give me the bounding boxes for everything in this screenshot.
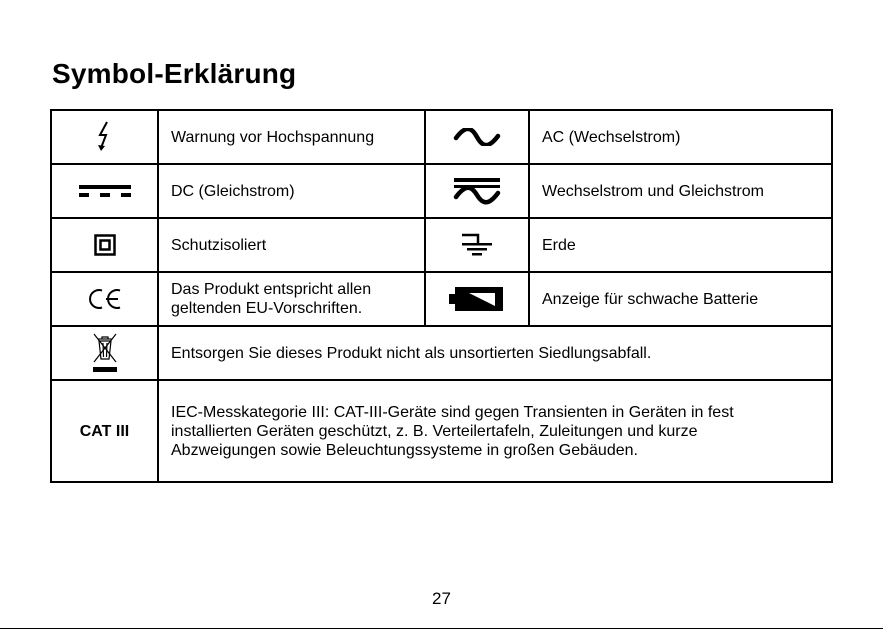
ground-label: Erde [529,218,832,272]
low-battery-icon [425,272,529,326]
cat-description [158,380,832,482]
cat-roman: III [115,422,130,440]
cat-text: CAT [79,422,112,440]
low-battery-label: Anzeige für schwache Batterie [529,272,832,326]
table-row [51,272,832,326]
ac-label: AC (Wechselstrom) [529,110,832,164]
dc-icon [51,164,158,218]
page-title: Symbol-Erklärung [52,58,297,89]
ac-dc-label: Wechselstrom und Gleichstrom [529,164,832,218]
page-number: 27 [432,589,451,608]
table-row [51,110,832,164]
dc-label: DC (Gleichstrom) [158,164,425,218]
ground-icon [425,218,529,272]
table-row [51,326,832,380]
ce-label-line-2: geltenden EU-Vorschriften. [171,300,363,317]
table-row [51,380,832,482]
ce-mark-icon [51,272,158,326]
ce-label [158,272,425,326]
ac-icon [425,110,529,164]
cat-description-line-3: Abzweigungen sowie Beleuchtungssysteme in großen Gebäuden. [171,441,638,459]
weee-label: Entsorgen Sie dieses Produkt nicht als unsortierten Siedlungsabfall. [158,326,832,380]
cat-iii-label [51,380,158,482]
cat-description-line-2: installierten Geräten geschützt, z. B. Verteilertafeln, Zuleitungen und kurze [171,422,698,440]
double-insulation-icon [51,218,158,272]
cat-description-line-1: IEC-Messkategorie III: CAT-III-Geräte sind gegen Transienten in Geräten in fest [171,403,734,421]
ac-dc-icon [425,164,529,218]
high-voltage-icon [51,110,158,164]
double-insulation-label: Schutzisoliert [158,218,425,272]
table-row [51,164,832,218]
ce-label-line-1: Das Produkt entspricht allen [171,281,372,298]
high-voltage-label: Warnung vor Hochspannung [158,110,425,164]
bottom-divider [0,628,883,629]
weee-bin-icon [51,326,158,380]
symbol-table [50,109,833,483]
table-row [51,218,832,272]
